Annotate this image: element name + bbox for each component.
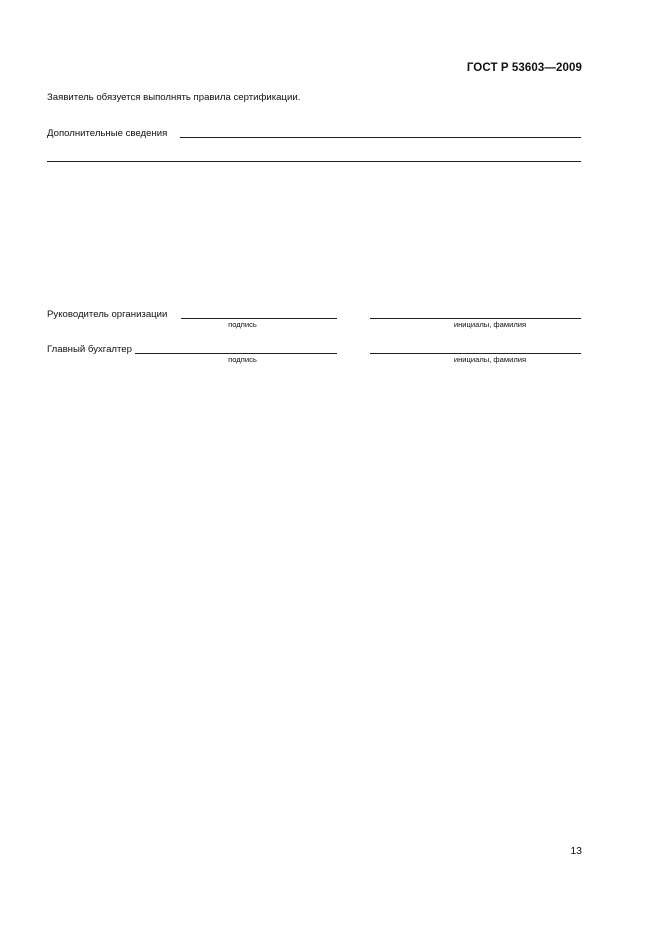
accountant-signature-caption: подпись [228, 355, 257, 364]
accountant-signature-line [135, 353, 337, 354]
head-name-line [370, 318, 581, 319]
additional-info-line-2 [47, 161, 581, 162]
additional-info-label: Дополнительные сведения [47, 128, 168, 139]
head-signature-caption: подпись [228, 320, 257, 329]
accountant-name-caption: инициалы, фамилия [453, 355, 527, 364]
document-standard-id: ГОСТ Р 53603—2009 [466, 62, 582, 74]
additional-info-line-1 [180, 137, 581, 138]
accountant-signature-label: Главный бухгалтер [47, 344, 132, 355]
applicant-statement: Заявитель обязуется выполнять правила сертификации. [47, 92, 301, 103]
head-name-caption: инициалы, фамилия [453, 320, 527, 329]
head-signature-line [181, 318, 337, 319]
page-number: 13 [570, 845, 582, 857]
head-signature-label: Руководитель организации [47, 309, 168, 320]
accountant-name-line [370, 353, 581, 354]
